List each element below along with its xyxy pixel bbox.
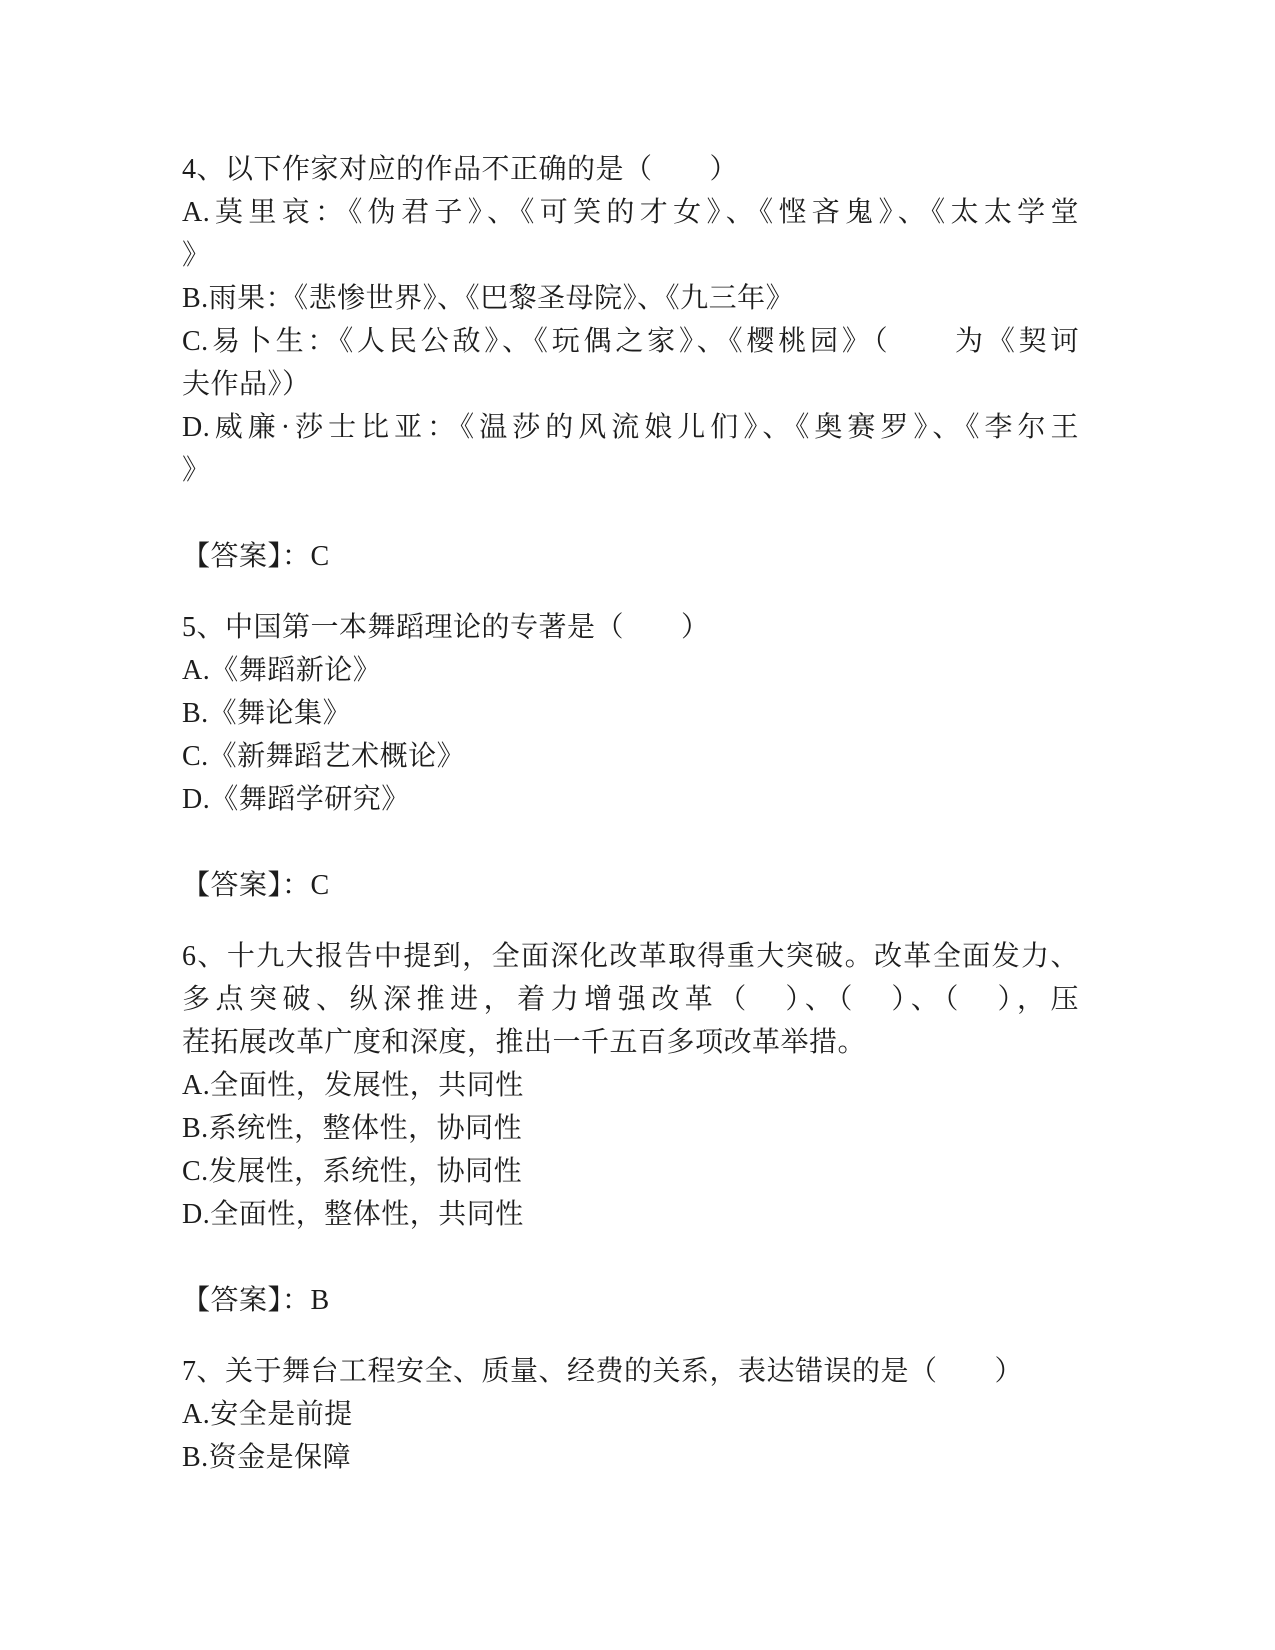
q5-title: 5、中国第一本舞蹈理论的专著是（ ） — [182, 612, 710, 643]
q4-title: 4、以下作家对应的作品不正确的是（ ） — [182, 154, 739, 185]
q4-option-c: C.易卜生：《人民公敌》、《玩偶之家》、《樱桃园》（ 为《契诃 — [182, 326, 1079, 357]
q6-option-d: D.全面性，整体性，共同性 — [182, 1199, 524, 1230]
q7-option-b: B.资金是保障 — [182, 1442, 352, 1473]
q4-option-a: A.莫里哀：《伪君子》、《可笑的才女》、《悭吝鬼》、《太太学堂 — [182, 197, 1079, 228]
q4-option-d-wrap: 》 — [182, 455, 211, 486]
q6-option-b: B.系统性，整体性，协同性 — [182, 1113, 523, 1144]
q6-title-line-2: 多点突破、纵深推进，着力增强改革（ ）、（ ）、（ ），压 — [182, 984, 1079, 1015]
q4-option-d: D.威廉·莎士比亚：《温莎的风流娘儿们》、《奥赛罗》、《李尔王 — [182, 412, 1079, 443]
q6-title-line-1: 6、十九大报告中提到，全面深化改革取得重大突破。改革全面发力、 — [182, 941, 1079, 972]
q7-title: 7、关于舞台工程安全、质量、经费的关系，表达错误的是（ ） — [182, 1356, 1024, 1387]
q5-option-a: A.《舞蹈新论》 — [182, 655, 382, 686]
q4-option-a-wrap: 》 — [182, 240, 211, 271]
q5-answer: 【答案】：C — [182, 870, 330, 901]
q6-answer: 【答案】：B — [182, 1285, 330, 1316]
question-4 — [182, 148, 1079, 492]
q5-option-d: D.《舞蹈学研究》 — [182, 784, 410, 815]
q6-option-a: A.全面性，发展性，共同性 — [182, 1070, 524, 1101]
q6-title-line-3: 茬拓展改革广度和深度，推出一千五百多项改革举措。 — [182, 1027, 867, 1058]
q4-option-b: B.雨果：《悲惨世界》、《巴黎圣母院》、《九三年》 — [182, 283, 795, 314]
q5-option-c: C.《新舞蹈艺术概论》 — [182, 741, 466, 772]
q4-answer: 【答案】：C — [182, 541, 330, 572]
question-7 — [182, 1350, 1079, 1479]
q7-option-a: A.安全是前提 — [182, 1399, 353, 1430]
q4-option-c-wrap: 夫作品》） — [182, 369, 311, 400]
document-content — [182, 148, 1079, 1479]
question-5 — [182, 606, 1079, 821]
question-6 — [182, 935, 1079, 1236]
q5-option-b: B.《舞论集》 — [182, 698, 352, 729]
q6-option-c: C.发展性，系统性，协同性 — [182, 1156, 523, 1187]
